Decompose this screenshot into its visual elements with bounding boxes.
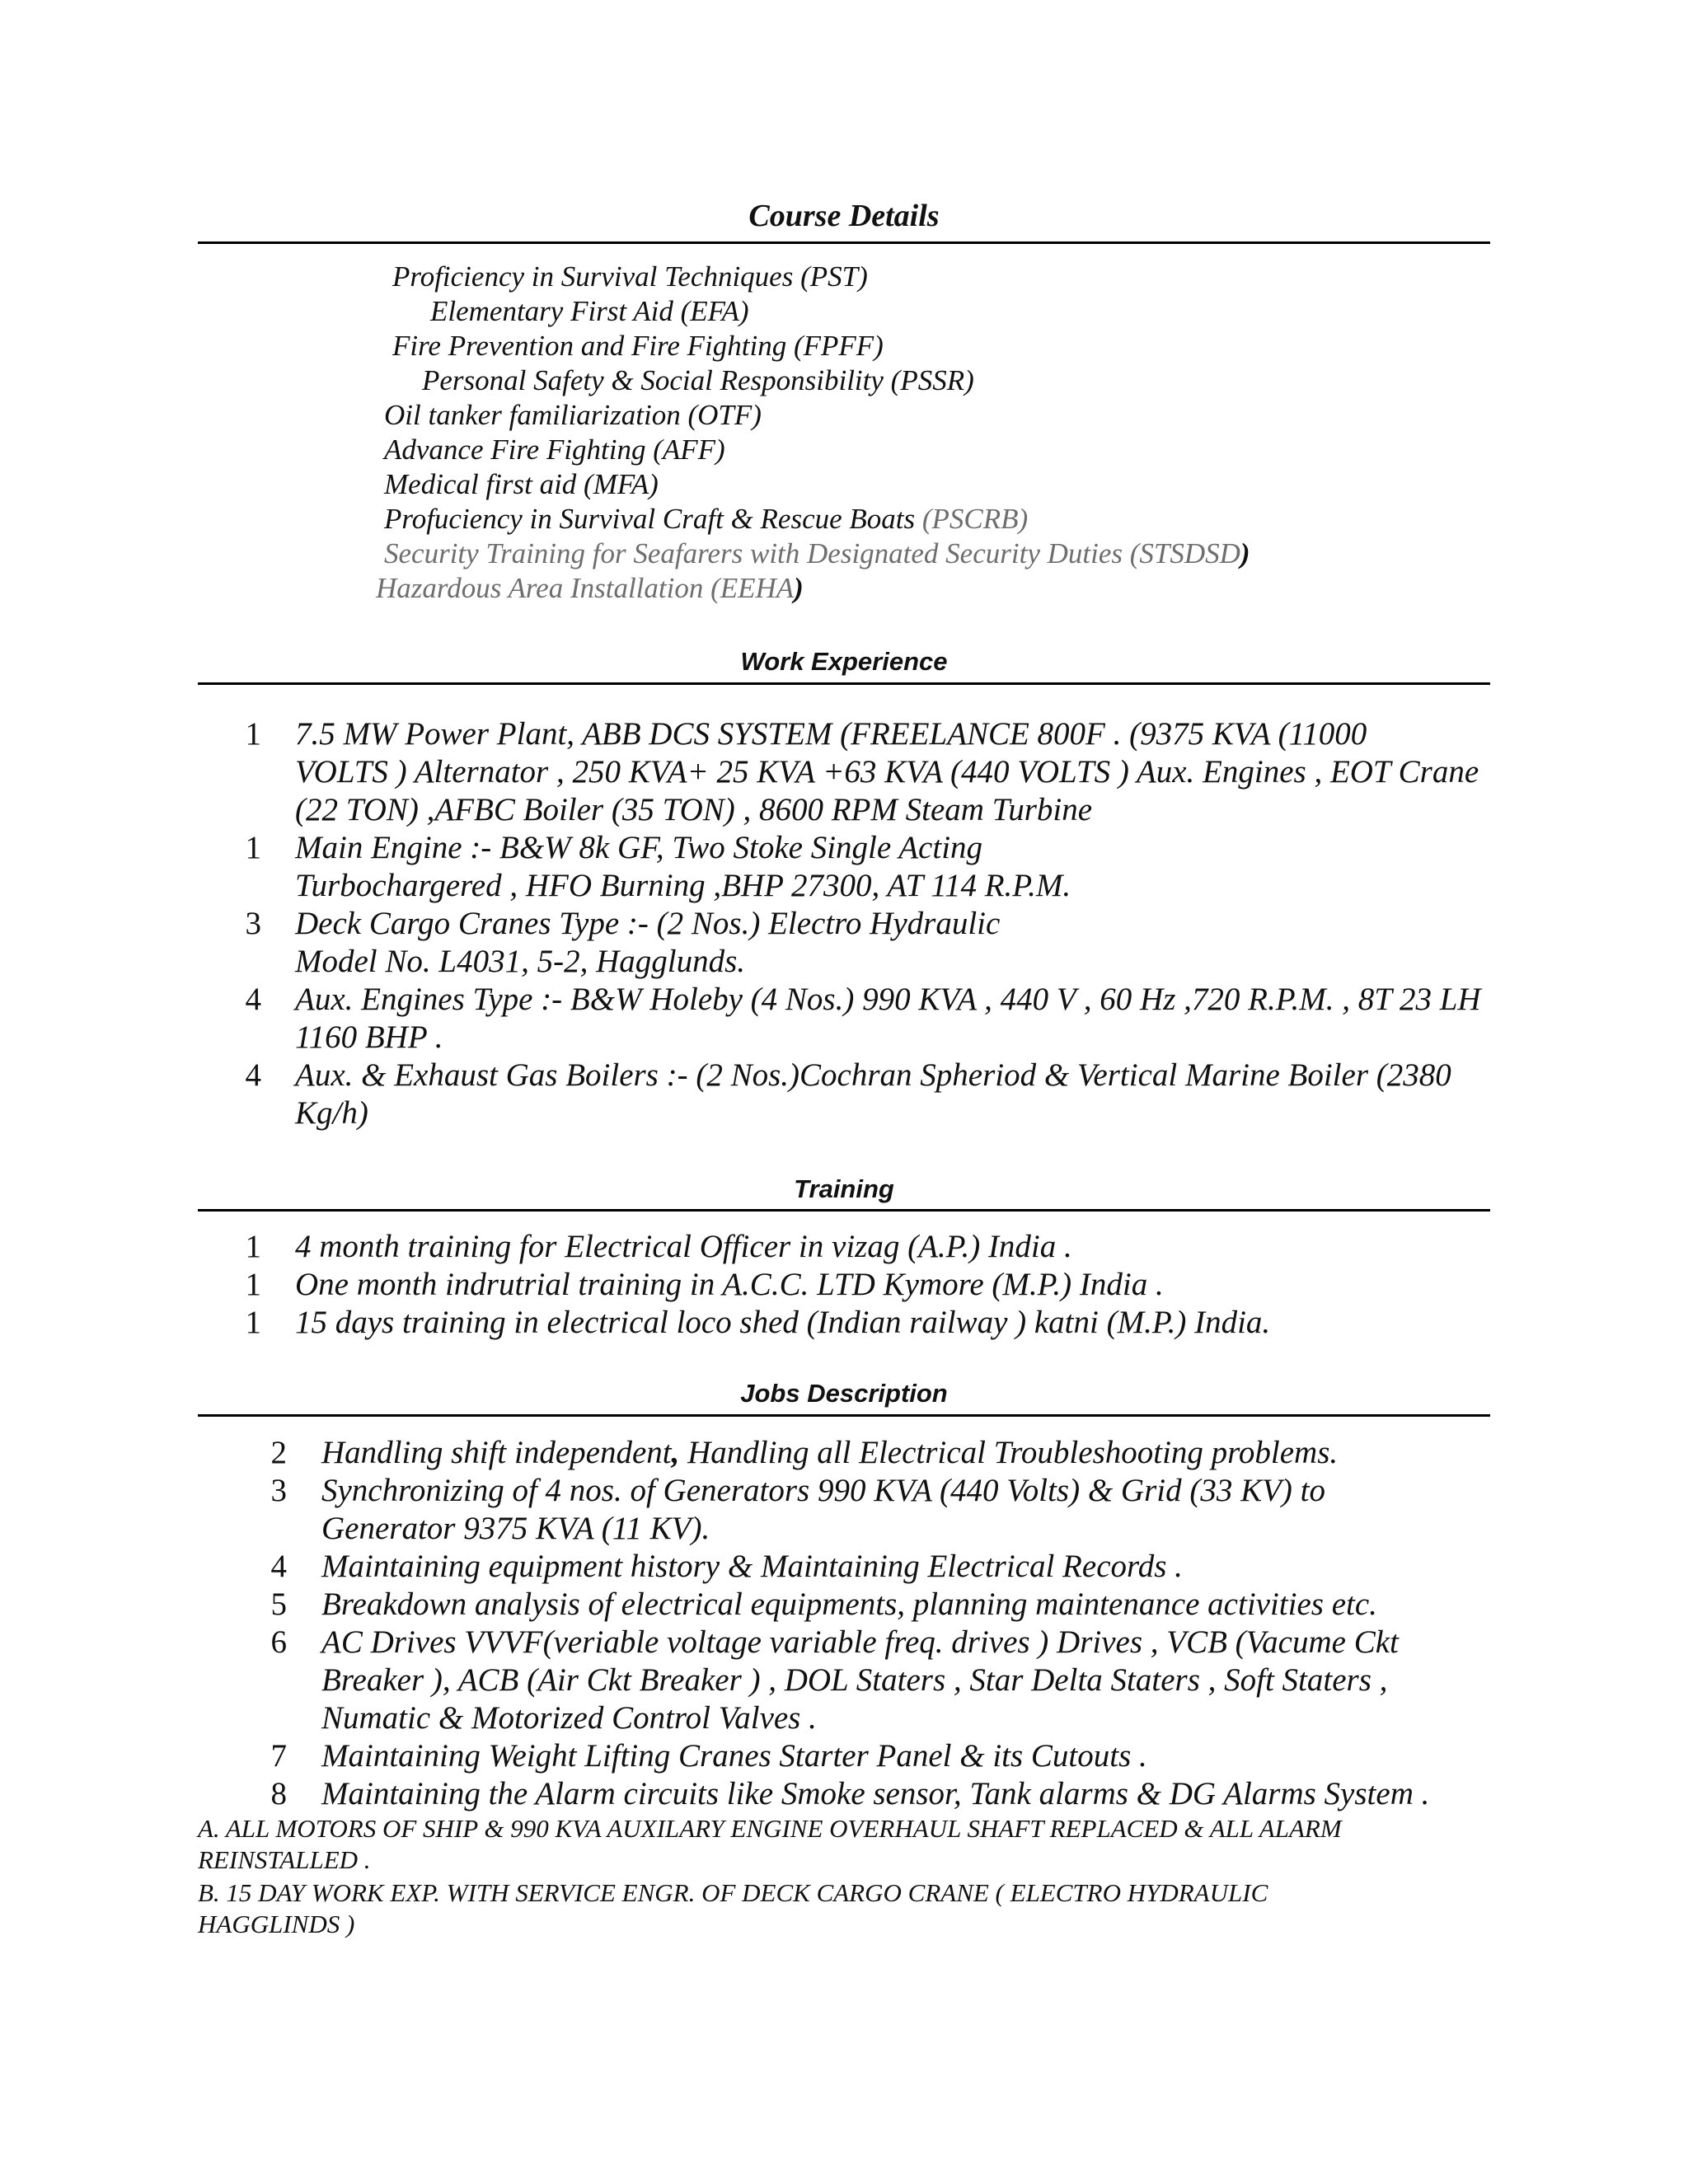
- training-item: One month indrutrial training in A.C.C. LTD Kymore (M.P.) India .: [295, 1267, 1164, 1302]
- job-item: [321, 1434, 1508, 1472]
- work-item-line: Main Engine :- B&W 8k GF, Two Stoke Single Acting: [295, 830, 983, 865]
- training-heading: Training: [794, 1174, 894, 1203]
- job-item-text: Handling all Electrical Troubleshooting problems.: [679, 1435, 1339, 1470]
- note-line: B. 15 DAY WORK EXP. WITH SERVICE ENGR. OF DECK CARGO CRANE ( ELECTRO HYDRAULIC: [198, 1878, 1268, 1907]
- course-item-text: Profuciency in Survival Craft & Rescue Boats: [384, 503, 916, 535]
- work-item: [295, 981, 1515, 1057]
- course-item: Fire Prevention and Fire Fighting (FPFF): [392, 330, 884, 362]
- work-item-line: Turbochargered , HFO Burning ,BHP 27300, AT 114 R.P.M.: [295, 868, 1071, 903]
- course-details-heading: Course Details: [748, 199, 940, 233]
- job-item-text: Handling shift independent: [321, 1435, 672, 1470]
- list-number: 2: [270, 1435, 287, 1470]
- work-item: [295, 905, 1515, 981]
- course-item-text: Security Training for Seafarers with Designated Security Duties (STSDSD: [384, 537, 1240, 569]
- job-item-line: Numatic & Motorized Control Valves .: [321, 1700, 817, 1736]
- course-item-eeha: [376, 574, 804, 602]
- work-item-line: VOLTS ) Alternator , 250 KVA+ 25 KVA +63 KVA (440 VOLTS ) Aux. Engines , EOT Crane: [295, 754, 1479, 790]
- job-item: [321, 1624, 1508, 1737]
- section-divider: [198, 1209, 1490, 1212]
- training-item: 15 days training in electrical loco shed (Indian railway ) katni (M.P.) India.: [295, 1305, 1271, 1340]
- course-item: Advance Fire Fighting (AFF): [384, 434, 725, 466]
- note-item: [198, 1813, 1500, 1876]
- work-item: [295, 715, 1515, 829]
- course-item-abbr: (PSCRB): [921, 503, 1029, 535]
- course-item-text: Hazardous Area Installation (EEHA: [376, 572, 795, 604]
- list-number: 5: [270, 1586, 287, 1622]
- job-item: Maintaining Weight Lifting Cranes Starter Panel & its Cutouts .: [321, 1738, 1147, 1774]
- course-item-pscrb: [384, 504, 1028, 533]
- course-item: Elementary First Aid (EFA): [430, 295, 749, 327]
- job-item: Maintaining equipment history & Maintaining Electrical Records .: [321, 1549, 1183, 1584]
- work-item-line: Aux. & Exhaust Gas Boilers :- (2 Nos.)Cochran Spheriod & Vertical Marine Boiler (2380: [295, 1057, 1451, 1093]
- list-number: 4: [245, 982, 261, 1017]
- work-item-line: (22 TON) ,AFBC Boiler (35 TON) , 8600 RPM Steam Turbine: [295, 792, 1093, 827]
- list-number: 4: [270, 1549, 287, 1584]
- course-item: Medical first aid (MFA): [384, 468, 659, 500]
- note-line: A. ALL MOTORS OF SHIP & 990 KVA AUXILARY ENGINE OVERHAUL SHAFT REPLACED & ALL ALARM: [198, 1814, 1342, 1843]
- job-item: Breakdown analysis of electrical equipments, planning maintenance activities etc.: [321, 1586, 1377, 1622]
- course-item: Personal Safety & Social Responsibility (PSSR): [422, 364, 974, 396]
- jobs-description-heading: Jobs Description: [740, 1379, 948, 1408]
- note-item: [198, 1877, 1500, 1940]
- list-number: 8: [270, 1776, 287, 1811]
- list-number: 1: [245, 716, 261, 752]
- list-number: 1: [245, 1229, 261, 1264]
- list-number: 3: [270, 1473, 287, 1508]
- list-number: 1: [245, 1267, 261, 1302]
- list-number: 3: [245, 906, 261, 941]
- work-item-line: Aux. Engines Type :- B&W Holeby (4 Nos.) 990 KVA , 440 V , 60 Hz ,720 R.P.M. , 8T 23 LH: [295, 982, 1481, 1017]
- work-experience-heading: Work Experience: [740, 647, 948, 676]
- course-item: Oil tanker familiarization (OTF): [384, 399, 762, 431]
- work-item-line: 1160 BHP .: [295, 1019, 443, 1055]
- work-item-line: Deck Cargo Cranes Type :- (2 Nos.) Electro Hydraulic: [295, 906, 1001, 941]
- list-number: 7: [270, 1738, 287, 1774]
- list-number: 6: [270, 1624, 287, 1660]
- work-item-line: Model No. L4031, 5-2, Hagglunds.: [295, 944, 745, 979]
- course-item-close-paren: ): [794, 572, 804, 604]
- course-item-stsdsd: [384, 539, 1250, 568]
- section-divider: [198, 1414, 1490, 1417]
- note-line: REINSTALLED .: [198, 1845, 371, 1874]
- section-divider: [198, 241, 1490, 244]
- section-divider: [198, 682, 1490, 685]
- job-item-comma: ,: [671, 1435, 680, 1470]
- work-item: [295, 829, 1515, 905]
- course-item-close-paren: ): [1240, 537, 1250, 569]
- work-item-line: Kg/h): [295, 1095, 368, 1131]
- job-item: Maintaining the Alarm circuits like Smoke sensor, Tank alarms & DG Alarms System .: [321, 1776, 1430, 1811]
- job-item-line: Generator 9375 KVA (11 KV).: [321, 1511, 710, 1546]
- list-number: 4: [245, 1057, 261, 1093]
- note-line: HAGGLINDS ): [198, 1910, 355, 1938]
- training-item: 4 month training for Electrical Officer in vizag (A.P.) India .: [295, 1229, 1072, 1264]
- job-item-line: AC Drives VVVF(veriable voltage variable freq. drives ) Drives , VCB (Vacume Ckt: [321, 1624, 1399, 1660]
- list-number: 1: [245, 1305, 261, 1340]
- list-number: 1: [245, 830, 261, 865]
- job-item-line: Synchronizing of 4 nos. of Generators 990 KVA (440 Volts) & Grid (33 KV) to: [321, 1473, 1325, 1508]
- job-item-line: Breaker ), ACB (Air Ckt Breaker ) , DOL Staters , Star Delta Staters , Soft Staters ,: [321, 1662, 1388, 1698]
- job-item: [321, 1472, 1508, 1548]
- work-item: [295, 1057, 1515, 1132]
- course-item: Proficiency in Survival Techniques (PST): [392, 260, 868, 293]
- work-item-line: 7.5 MW Power Plant, ABB DCS SYSTEM (FREELANCE 800F . (9375 KVA (11000: [295, 716, 1367, 752]
